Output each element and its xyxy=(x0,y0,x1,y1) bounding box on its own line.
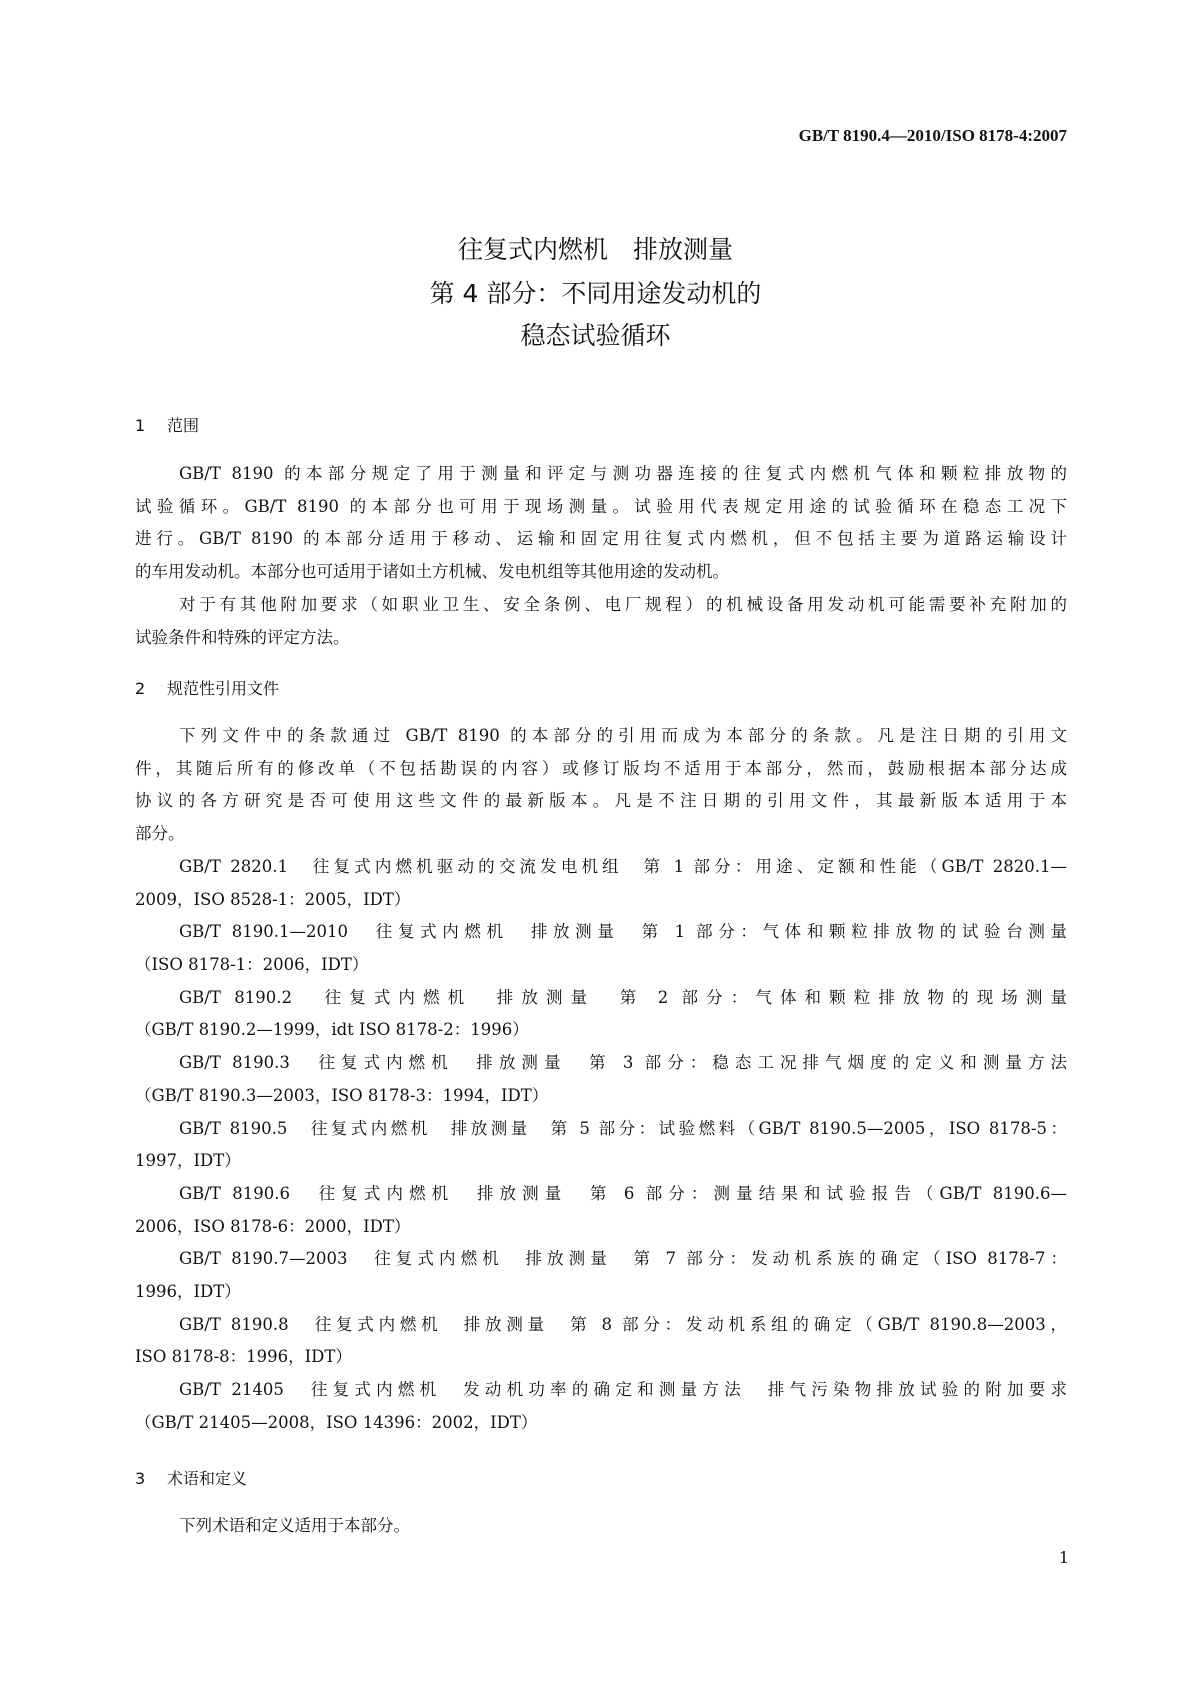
text-line: GB/T 8190.2 往复式内燃机 排放测量 第 2 部分：气体和颗粒排放物的现场测量 xyxy=(179,987,1067,1007)
text-line: 1996，IDT） xyxy=(135,1281,241,1301)
text-line: GB/T 2820.1 往复式内燃机驱动的交流发电机组 第 1 部分：用途、定额和性能（GB/T 2820.1— xyxy=(179,857,1067,876)
text-line: 试验条件和特殊的评定方法。 xyxy=(135,627,350,647)
title-line-3: 稳态试验循环 xyxy=(520,321,671,350)
section-heading-2 xyxy=(135,676,279,699)
text-line: （ISO 8178-1：2006，IDT） xyxy=(135,955,369,975)
text-line: 对于有其他附加要求（如职业卫生、安全条例、电厂规程）的机械设备用发动机可能需要补充附加的 xyxy=(179,595,1067,614)
text-line: （GB/T 21405—2008，ISO 14396：2002，IDT） xyxy=(135,1412,538,1432)
text-line: 1997，IDT） xyxy=(135,1151,241,1171)
section-title: 范围 xyxy=(167,416,200,435)
text-line: 下列术语和定义适用于本部分。 xyxy=(179,1516,410,1535)
title-line-2: 第 4 部分：不同用途发动机的 xyxy=(429,279,762,308)
section-title: 术语和定义 xyxy=(167,1469,248,1488)
text-line: 2009，ISO 8528-1：2005，IDT） xyxy=(135,889,411,909)
text-line: GB/T 21405 往复式内燃机 发动机功率的确定和测量方法 排气污染物排放试验的附加要求 xyxy=(179,1380,1067,1399)
text-line: GB/T 8190.5 往复式内燃机 排放测量 第 5 部分：试验燃料（GB/T 8190.5—2005，ISO 8178-5： xyxy=(179,1118,1067,1138)
text-line: 试验循环。GB/T 8190 的本部分也可用于现场测量。试验用代表规定用途的试验循环在稳态工况下 xyxy=(135,496,1067,516)
section-number: 3 xyxy=(135,1469,146,1488)
reference-item xyxy=(135,916,1067,981)
title-line-1: 往复式内燃机 排放测量 xyxy=(457,235,733,264)
text-line: GB/T 8190.1—2010 往复式内燃机 排放测量 第 1 部分：气体和颗粒排放物的试验台测量 xyxy=(179,922,1067,942)
reference-item xyxy=(135,982,1067,1047)
text-line: （GB/T 8190.2—1999，idt ISO 8178-2：1996） xyxy=(135,1020,529,1040)
page-number: 1 xyxy=(1058,1548,1069,1567)
text-line: 的车用发动机。本部分也可适用于诸如土方机械、发电机组等其他用途的发动机。 xyxy=(135,562,729,582)
paragraph xyxy=(135,1510,1067,1543)
paragraph xyxy=(135,720,1067,851)
reference-item xyxy=(135,851,1067,916)
text-line: GB/T 8190 的本部分规定了用于测量和评定与测功器连接的往复式内燃机气体和颗粒排放物的 xyxy=(179,464,1067,483)
text-line: 部分。 xyxy=(135,824,185,844)
reference-item xyxy=(135,1309,1067,1374)
text-line: 进行。GB/T 8190 的本部分适用于移动、运输和固定用往复式内燃机，但不包括主要为道路运输设计 xyxy=(135,529,1067,549)
section-heading-3 xyxy=(135,1466,247,1489)
section-title: 规范性引用文件 xyxy=(167,679,280,698)
text-line: 下列文件中的条款通过 GB/T 8190 的本部分的引用而成为本部分的条款。凡是注日期的引用文 xyxy=(179,726,1067,745)
standard-number-header: GB/T 8190.4—2010/ISO 8178-4:2007 xyxy=(798,126,1067,145)
paragraph xyxy=(135,458,1067,589)
text-line: GB/T 8190.8 往复式内燃机 排放测量 第 8 部分：发动机系组的确定（GB/T 8190.8—2003， xyxy=(179,1314,1067,1334)
text-line: GB/T 8190.7—2003 往复式内燃机 排放测量 第 7 部分：发动机系族的确定（ISO 8178-7： xyxy=(179,1249,1067,1269)
paragraph xyxy=(135,589,1067,654)
text-line: GB/T 8190.3 往复式内燃机 排放测量 第 3 部分：稳态工况排气烟度的定义和测量方法 xyxy=(179,1053,1067,1073)
text-line: 2006，ISO 8178-6：2000，IDT） xyxy=(135,1216,411,1236)
reference-item xyxy=(135,1178,1067,1243)
section-number: 1 xyxy=(135,416,146,435)
text-line: GB/T 8190.6 往复式内燃机 排放测量 第 6 部分：测量结果和试验报告（GB/T 8190.6— xyxy=(179,1183,1067,1203)
reference-item xyxy=(135,1047,1067,1112)
section-number: 2 xyxy=(135,679,146,698)
text-line: ISO 8178-8：1996，IDT） xyxy=(135,1347,352,1367)
text-line: 协议的各方研究是否可使用这些文件的最新版本。凡是不注日期的引用文件，其最新版本适用于本 xyxy=(135,791,1067,811)
section-heading-1 xyxy=(135,413,199,436)
reference-item xyxy=(135,1113,1067,1178)
reference-item xyxy=(135,1374,1067,1439)
text-line: 件，其随后所有的修改单（不包括勘误的内容）或修订版均不适用于本部分，然而，鼓励根据本部分达成 xyxy=(135,758,1067,778)
text-line: （GB/T 8190.3—2003，ISO 8178-3：1994，IDT） xyxy=(135,1085,549,1105)
reference-item xyxy=(135,1243,1067,1308)
reference-list xyxy=(135,851,1067,1439)
